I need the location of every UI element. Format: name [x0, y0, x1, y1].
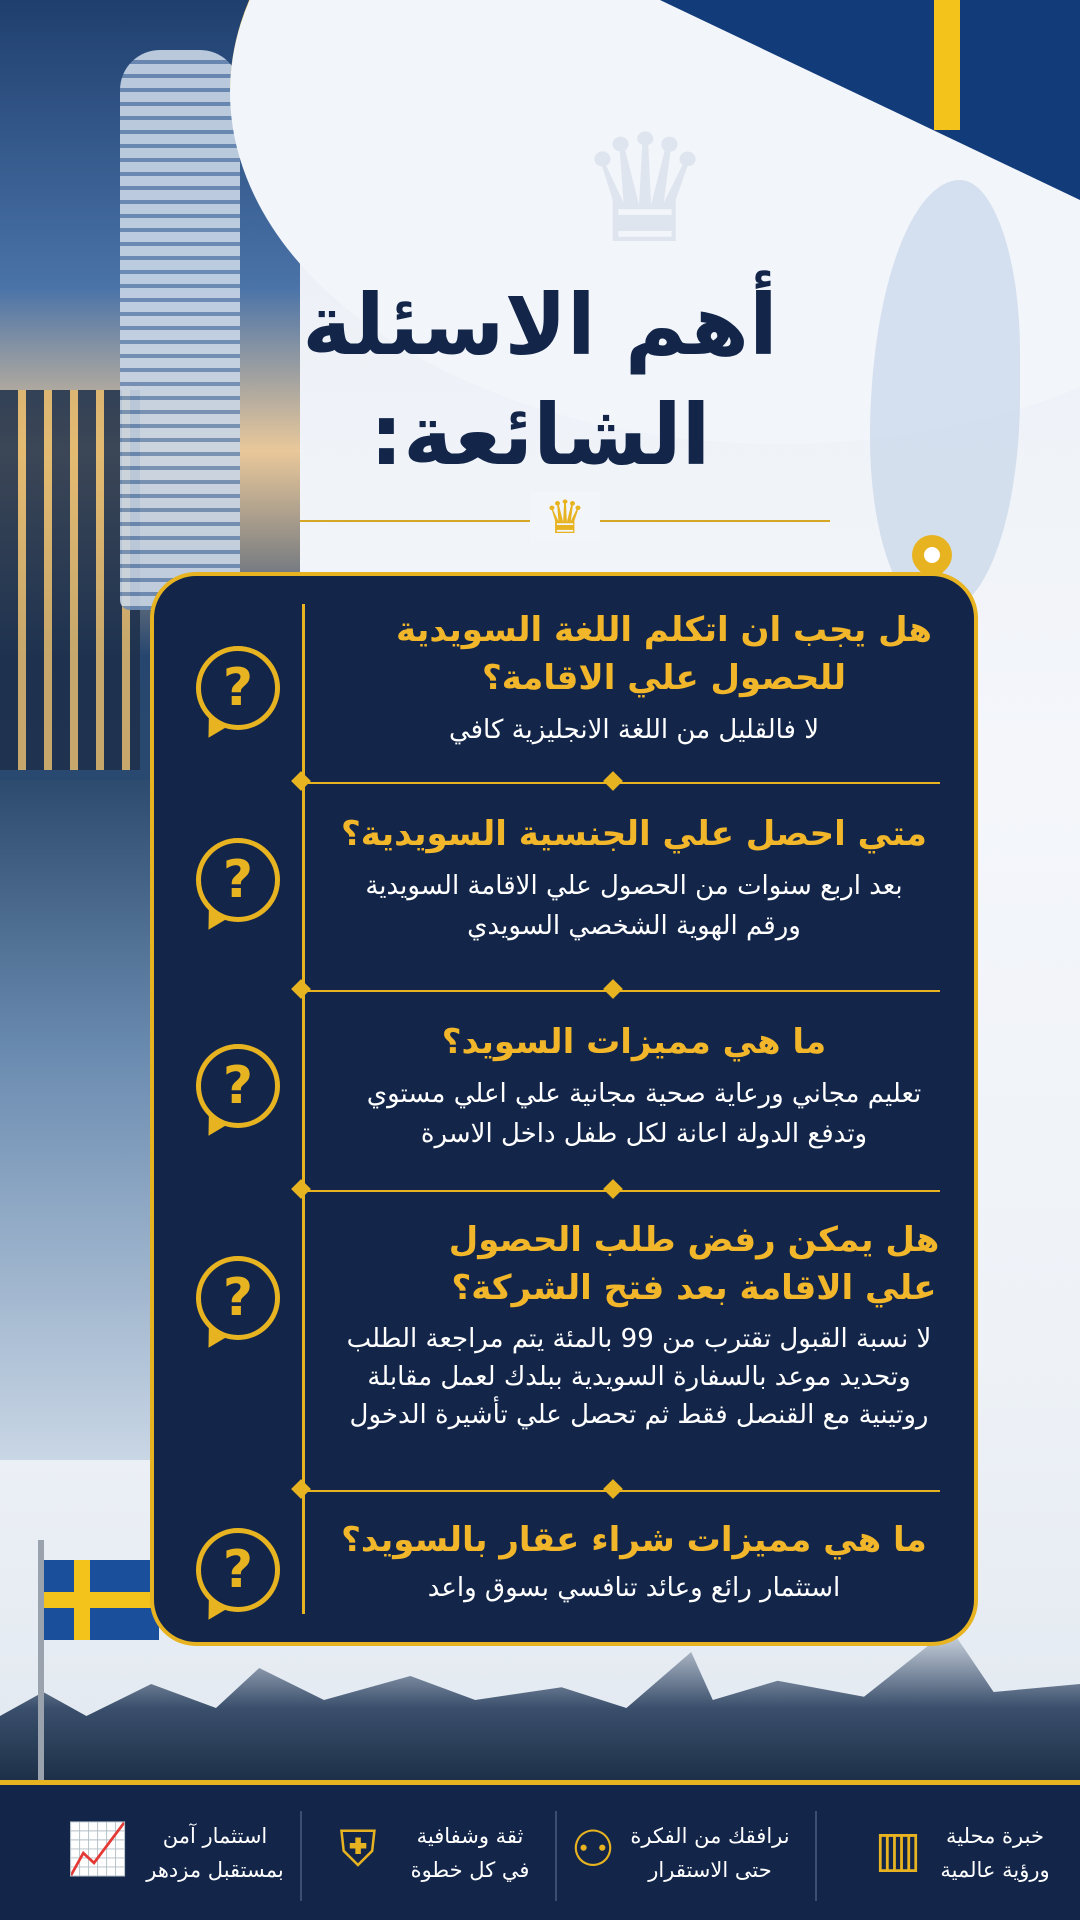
- feature-text: [140, 1819, 290, 1887]
- faq-panel: [150, 572, 978, 1646]
- buildings-icon: ▥: [874, 1820, 922, 1878]
- feature-text: [395, 1819, 545, 1887]
- apartment-building: [0, 390, 140, 770]
- crown-icon: ♛: [530, 492, 600, 542]
- faq-separator: [300, 990, 940, 992]
- faq-question: ما هي مميزات شراء عقار بالسويد؟: [341, 1520, 927, 1560]
- faq-question: هل يمكن رفض طلب الحصول علي الاقامة بعد فتح الشركة؟: [448, 1220, 940, 1308]
- faq-separator: [300, 1490, 940, 1492]
- feature-line-2: في كل خطوة: [410, 1858, 530, 1882]
- panel-vertical-line: [302, 604, 305, 1614]
- flag-cross-vertical: [934, 0, 960, 130]
- feature-line-2: بمستقبل مزدهر: [146, 1858, 284, 1882]
- question-bubble-icon: ?: [196, 1256, 280, 1340]
- feature-safe-investment: [40, 1811, 300, 1901]
- feature-line-1: نرافقك من الفكرة: [630, 1824, 790, 1848]
- footer-divider: [300, 1811, 302, 1901]
- page-title: [240, 270, 840, 490]
- footer-divider: [815, 1811, 817, 1901]
- feature-line-1: خبرة محلية: [946, 1824, 1044, 1848]
- twisting-tower: [120, 50, 240, 610]
- feature-line-2: حتى الاستقرار: [648, 1858, 772, 1882]
- faq-answer: لا نسبة القبول تقترب من 99 بالمئة يتم مراجعة الطلب وتحديد موعد بالسفارة السويدية ببلدك لعمل مقابلة روتينية مع القنصل فقط ثم تحصل علي تأشيرة الدخول: [346, 1324, 932, 1430]
- feature-line-1: ثقة وشفافية: [416, 1824, 524, 1848]
- swedish-flag: [44, 1560, 159, 1640]
- faq-text: [324, 1018, 944, 1154]
- feature-local-expertise: [820, 1811, 1080, 1901]
- faq-question: هل يجب ان اتكلم اللغة السويدية للحصول علي الاقامة؟: [395, 610, 932, 698]
- crown-watermark-icon: ♛: [577, 103, 713, 277]
- faq-text: [324, 1216, 944, 1434]
- question-bubble-icon: ?: [196, 646, 280, 730]
- question-bubble-icon: ?: [196, 1528, 280, 1612]
- question-bubble-icon: ?: [196, 838, 280, 922]
- faq-separator: [300, 782, 940, 784]
- faq-answer: بعد اربع سنوات من الحصول علي الاقامة السويدية ورقم الهوية الشخصي السويدي: [365, 871, 903, 941]
- faq-text: [324, 1516, 944, 1608]
- handshake-icon: ⛨: [339, 1820, 377, 1878]
- people-icon: ⚇: [570, 1820, 616, 1878]
- faq-separator: [300, 1190, 940, 1192]
- faq-answer: تعليم مجاني ورعاية صحية مجانية علي اعلي مستوي وتدفع الدولة اعانة لكل طفل داخل الاسرة: [366, 1079, 922, 1149]
- feature-line-2: ورؤية عالمية: [940, 1858, 1050, 1882]
- question-bubble-icon: ?: [196, 1044, 280, 1128]
- faq-text: [324, 810, 944, 946]
- feature-trust: [305, 1811, 565, 1901]
- feature-accompany: [555, 1811, 815, 1901]
- faq-text: [324, 606, 944, 750]
- title-line-1: أهم الاسئلة: [302, 276, 778, 374]
- features-footer: [0, 1780, 1080, 1920]
- faq-question: متي احصل علي الجنسية السويدية؟: [341, 814, 927, 854]
- faq-answer: استثمار رائع وعائد تنافسي بسوق واعد: [427, 1573, 841, 1603]
- faq-question: ما هي مميزات السويد؟: [441, 1022, 827, 1062]
- title-line-2: الشائعة:: [369, 386, 711, 484]
- faq-answer: لا فالقليل من اللغة الانجليزية كافي: [448, 715, 820, 745]
- feature-text: [625, 1819, 795, 1887]
- feature-line-1: استثمار آمن: [162, 1824, 268, 1848]
- feature-text: [920, 1819, 1070, 1887]
- growth-chart-icon: 📈: [66, 1820, 130, 1878]
